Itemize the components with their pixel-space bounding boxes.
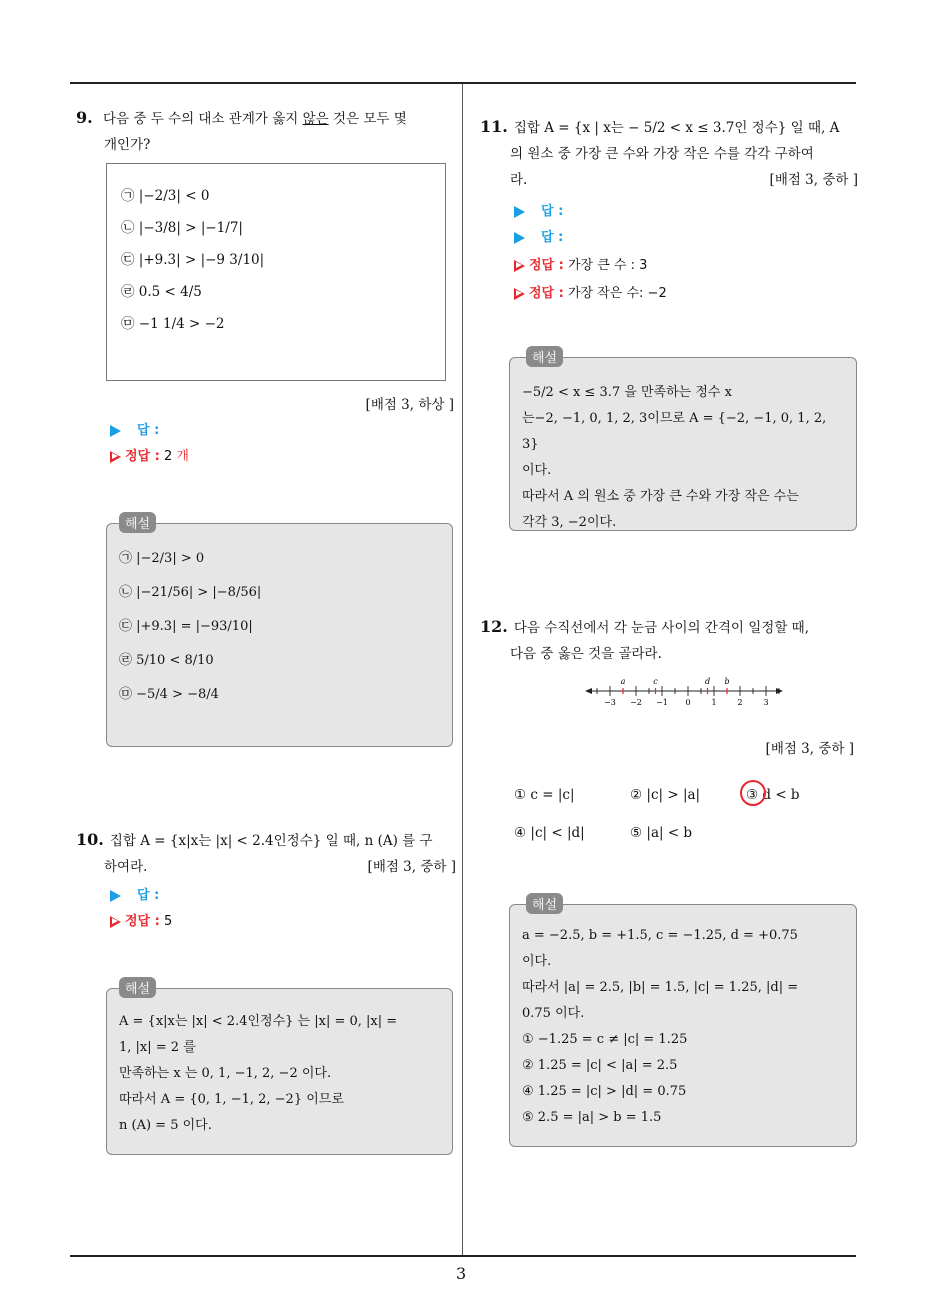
q9-explanation: 해설 ㉠ |−2/3| > 0 ㉡ |−21/56| > |−8/56| ㉢ |+9.3| = |−93/10| ㉣ 5/10 < 8/10 ㉤ −5/4 > −8/4 bbox=[106, 523, 453, 747]
point-label-d: d bbox=[704, 677, 711, 686]
outline-play-icon bbox=[514, 288, 525, 300]
page-number: 3 bbox=[456, 1264, 467, 1283]
q10-score: [배점 3, 중하 ] bbox=[367, 859, 456, 875]
arrow-left-icon bbox=[585, 688, 592, 694]
answer-row-2: 답 : bbox=[514, 225, 667, 251]
item-2: ㉡ |−3/8| > |−1/7| bbox=[121, 220, 243, 236]
tick-label: 2 bbox=[737, 698, 743, 707]
tick-label: 3 bbox=[763, 698, 769, 707]
choice-2[interactable]: ② |c| > |a| bbox=[630, 787, 701, 803]
arrow-right-icon bbox=[776, 688, 783, 694]
q10-explanation: 해설 A = {x|x는 |x| < 2.4인정수} 는 |x| = 0, |x| = 1, |x| = 2 를 만족하는 x 는 0, 1, −1, 2, −2 이다. 따라서 A = {0, 1, −1, 2, −2} 이므로 n (A) = 5 이다. bbox=[106, 988, 453, 1155]
question-9-items-box bbox=[106, 163, 446, 381]
q10-answers bbox=[110, 883, 172, 935]
play-icon bbox=[110, 425, 121, 437]
column-divider bbox=[462, 84, 463, 1256]
question-9: 9. 다음 중 두 수의 대소 관계가 옳지 않은 것은 모두 몇 개인가? bbox=[76, 105, 456, 158]
underlined-word: 않은 bbox=[302, 111, 329, 127]
outline-play-icon bbox=[110, 916, 121, 928]
q9-score: [배점 3, 하상 ] bbox=[365, 397, 454, 413]
number-line bbox=[583, 676, 793, 710]
tick-label: −1 bbox=[656, 698, 668, 707]
question-number: 11. bbox=[480, 117, 508, 136]
q11-answers bbox=[514, 199, 667, 307]
answer-row: 답 : bbox=[110, 883, 172, 909]
question-number: 12. bbox=[480, 617, 508, 636]
question-number: 10. bbox=[76, 830, 104, 849]
correct-answer-row: 정답 : 2 개 bbox=[110, 444, 189, 470]
point-label-b: b bbox=[724, 677, 730, 686]
correct-answer-row-1: 정답 : 가장 큰 수 : 3 bbox=[514, 253, 667, 279]
item-1: ㉠ |−2/3| < 0 bbox=[121, 188, 210, 204]
explanation-tag: 해설 bbox=[526, 893, 563, 914]
outline-play-icon bbox=[514, 260, 525, 272]
question-number: 9. bbox=[76, 108, 93, 127]
item-5: ㉤ −1 1/4 > −2 bbox=[121, 316, 225, 332]
outline-play-icon bbox=[110, 451, 121, 463]
answer-row-1: 답 : bbox=[514, 199, 667, 225]
choice-1[interactable]: ① c = |c| bbox=[514, 787, 575, 803]
q9-answers bbox=[110, 418, 189, 470]
point-label-a: a bbox=[620, 677, 626, 686]
question-12: 12. 다음 수직선에서 각 눈금 사이의 간격이 일정할 때, 다음 중 옳은 것을 골라라. bbox=[480, 617, 809, 662]
tick-label: −2 bbox=[630, 698, 642, 707]
bottom-rule bbox=[70, 1255, 856, 1257]
explanation-tag: 해설 bbox=[526, 346, 563, 367]
explanation-tag: 해설 bbox=[119, 512, 156, 533]
play-icon bbox=[110, 890, 121, 902]
selected-choice-circle bbox=[740, 780, 766, 806]
choice-5[interactable]: ⑤ |a| < b bbox=[630, 825, 693, 841]
item-4: ㉣ 0.5 < 4/5 bbox=[121, 284, 202, 300]
explanation-tag: 해설 bbox=[119, 977, 156, 998]
tick-label: 1 bbox=[711, 698, 717, 707]
correct-answer-row: 정답 : 5 bbox=[110, 909, 172, 935]
play-icon bbox=[514, 206, 525, 218]
question-10: 10. 집합 A = {x|x는 |x| < 2.4인정수} 일 때, n (A) 를 구 하여라. [배점 3, 중하 ] bbox=[76, 827, 456, 880]
correct-answer-row-2: 정답 : 가장 작은 수: −2 bbox=[514, 281, 667, 307]
question-11: 11. 집합 A = {x | x는 − 5/2 < x ≤ 3.7인 정수} 일 때, A 의 원소 중 가장 큰 수와 가장 작은 수를 각각 구하여 라. [배점 3, 중하 ] bbox=[480, 114, 858, 193]
q12-explanation: 해설 a = −2.5, b = +1.5, c = −1.25, d = +0.75 이다. 따라서 |a| = 2.5, |b| = 1.5, |c| = 1.25, |d| = 0.75 이다. ① −1.25 = c ≠ |c| = 1.25 ② 1.25 = |c| < |a| = 2.5 ④ 1.25 = |c| > |d| = 0.75 ⑤ 2.5 = |a| > b = 1.5 bbox=[509, 904, 857, 1147]
q11-explanation: 해설 −5/2 < x ≤ 3.7 을 만족하는 정수 x 는−2, −1, 0, 1, 2, 3이므로 A = {−2, −1, 0, 1, 2, 3} 이다. 따라서 A 의 원소 중 가장 큰 수와 가장 작은 수는 각각 3, −2이다. bbox=[509, 357, 857, 531]
answer-row: 답 : bbox=[110, 418, 189, 444]
tick-label: −3 bbox=[604, 698, 616, 707]
question-9-text: 9. 다음 중 두 수의 대소 관계가 옳지 않은 것은 모두 몇 bbox=[76, 108, 407, 127]
choice-4[interactable]: ④ |c| < |d| bbox=[514, 825, 585, 841]
choice-3[interactable]: ③ d < b bbox=[746, 787, 800, 803]
q11-score: [배점 3, 중하 ] bbox=[769, 172, 858, 188]
top-rule bbox=[70, 82, 856, 84]
tick-label: 0 bbox=[685, 698, 691, 707]
item-3: ㉢ |+9.3| > |−9 3/10| bbox=[121, 252, 265, 268]
q12-score: [배점 3, 중하 ] bbox=[765, 741, 854, 757]
play-icon bbox=[514, 232, 525, 244]
point-label-c: c bbox=[653, 677, 658, 686]
